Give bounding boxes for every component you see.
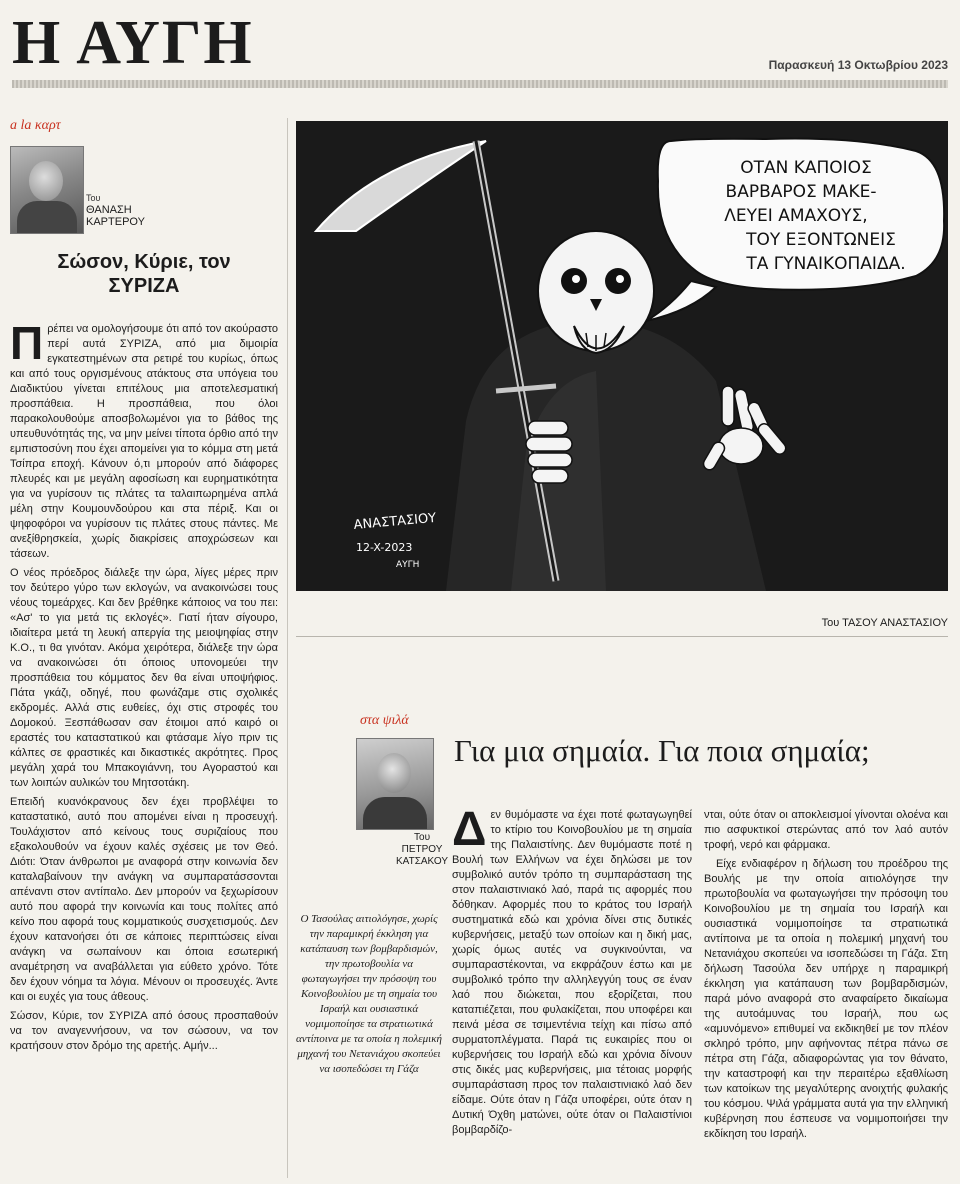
cartoon-signature-date: 12-X-2023: [356, 541, 413, 554]
credit-prefix: Του: [821, 617, 840, 629]
pull-quote: Ο Τασούλας αιτιολόγησε, χωρίς την παραμικρή έκκληση για κατάπαυση των βομβαρδισμών, την πρωτοβουλία να φωταγωγήσει την πρόσοψη του Κοινοβουλίου με τη σημαία του Ισραήλ και ουσιαστικά νομιμοποίησε τα στρατιωτικά αντίποινα με τα οποία η πολεμική μηχανή του Νετανιάχου σκοπεύει να ισοπεδώσει τη Γάζα: [296, 913, 442, 1075]
author-name-2-line2: ΚΑΤΣΑΚΟΥ: [396, 856, 449, 867]
speech-line: ΤΟΥ ΕΞΟΝΤΩΝΕΙΣ: [746, 230, 896, 250]
paragraph: Πρέπει να ομολογήσουμε ότι από τον ακούραστο περί αυτά ΣΥΡΙΖΑ, από μια διμοιρία εγκατεστημένων στα ρετιρέ του κυρίως, όπως και από τους οργισμένους ατάκτους στα υπόγεια του Διαδικτύου γίνεται επιτέλους μια αποτελεσματική προσπάθεια. Η προσπάθεια, που όλοι παρακολουθούμε αποσβολωμένοι για το βάθος της υπευθυνότητάς της, να μην μείνει τίποτα όρθιο από την εμπιστοσύνη που έχει απομείνει για το κόμμα στη μετά Τσίπρα εποχή. Κάνουν ό,τι μπορούν από διάφορες πλευρές και με μεγάλη αφοσίωση και ευρηματικότητα για να γυρίσουν τις πλάτες τα ταλαιπωρημένα απλά μέλη στην Κουμουνδούρου και στα πέριξ. Και οι ψηφοφόροι να γυρίσουν τις πλάτες στους πάντες. Με ανεξίθρησκεία, χωρίς διακρίσεις αποχρώσεων και τάσεων.: [10, 317, 278, 560]
drop-cap-2: Δ: [452, 803, 487, 856]
cartoon-signature: ΑΝΑΣΤΑΣΙΟΥ: [353, 510, 437, 533]
masthead-rule: [12, 80, 948, 88]
speech-line: ΛΕΥΕΙ ΑΜΑΧΟΥΣ,: [724, 206, 868, 226]
byline-prefix: Του: [86, 193, 101, 203]
author-name-2-line1: ΠΕΤΡΟΥ: [401, 844, 443, 855]
byline-prefix-2: Του: [414, 832, 431, 843]
author-photo: [10, 146, 84, 234]
section-tag: a la καρτ: [10, 118, 61, 133]
paragraph: Είχε ενδιαφέρον η δήλωση του προέδρου της Βουλής με την οποία αιτιολόγησε την πρωτοβουλία να φωταγωγήσει την πρόσοψη του Κοινοβουλίου με τη σημαία του Ισραήλ και ουσιαστικά νομιμοποίησε τα στρατιωτικά αντίποινα με τα οποία η πολεμική μηχανή του Νετανιάχου σκοπεύει να ισοπεδώσει τη Γάζα. Στη δήλωση Τασούλα δεν υπήρχε η παραμικρή έκκληση για κατάπαυση των βομβαρδισμών, παρά μόνο αναφορά στο αναφαίρετο δικαίωμα της αυτοάμυνας του Ισραήλ, που ως «αμυνόμενο» επιθυμεί να εκδικηθεί με τον πλέον σκληρό τρόπο, μην αφήνοντας πέτρα πάνω σε πέτρα στη Γάζα, αδιαφορώντας για τον θάνατο, την καταστροφή και την περαιτέρω εξαθλίωση των κατοίκων της μεγαλύτερης ανοιχτής φυλακής του κόσμου. Ψιλά γράμματα αυτά για την ελληνική κυβέρνηση που έσπευσε να νομιμοποιήσει την εκδίκηση του Ισραήλ.: [704, 858, 948, 1140]
article-body: [10, 317, 278, 1058]
speech-line: ΟΤΑΝ ΚΑΠΟΙΟΣ: [740, 158, 872, 178]
cartoon-credit: [296, 617, 948, 629]
left-article: [10, 118, 278, 1178]
paragraph: Επειδή κυανόκρανους δεν έχει προβλέψει το καταστατικό, αυτό που απομένει είναι η προσευχή. Τουλάχιστον από κείνους τους συριζαίους που εξακολουθούν να έχουν καλές σχέσεις με τον Θεό. Διότι: Όταν άνθρωποι με αναφορά στην κοινωνία δεν καταλαβαίνουν την ανάγκη να συμπαρατάσσονται απέναντι στον αντίπαλο. Δεν μπορούν να ξεχωρίσουν αυτό που αφορά την κοινωνία και τους πολίτες από κείνο που αφορά τους κομματικούς συσχετισμούς. Δεν έχουν κατανοήσει ότι σε κάποιες περιπτώσεις είναι ανάγκη να σωπαίνουν και όποια εσωτερική αναμέτρηση να αναβάλλεται για εύθετο χρόνο. Τότε δεν έχουν νόημα τα λόγια. Μένουν οι προσευχές. Άντε και οι ευχές για τους άθεους.: [10, 796, 278, 1003]
masthead: [12, 8, 948, 88]
newspaper-logo: Η ΑΥΓΗ: [12, 9, 254, 77]
article-headline-2: Για μια σημαία. Για ποια σημαία;: [454, 733, 870, 768]
section-rule: [296, 636, 948, 637]
article-column-2: [704, 808, 948, 1146]
issue-date: Παρασκευή 13 Οκτωβρίου 2023: [768, 58, 948, 72]
byline-2: [396, 832, 448, 868]
author-photo-2: [356, 738, 434, 830]
paragraph: Σώσον, Κύριε, τον ΣΥΡΙΖΑ από όσους προσπαθούν να τον αναγεννήσουν, να τον σώσουν, να τον κρατήσουν στον δρόμο της αρετής. Αμήν...: [10, 1010, 278, 1052]
article-column-1: [452, 803, 692, 1142]
byline: [86, 192, 176, 228]
paragraph: Ο νέος πρόεδρος διάλεξε την ώρα, λίγες μέρες πριν τον δεύτερο γύρο των εκλογών, να ανακοινώσει τους νέους τομεάρχες. Και δεν βρέθηκε κάποιος να του πει: «Ασ' το για μετά τις εκλογές». Γιατί ήταν σίγουρο, ιδιαίτερα μετά τη λευκή απεργία της μειοψηφίας στην Κ.Ο., τι θα γινόταν. Ακόμα χειρότερα, διάλεξε την ώρα να ανακοινώσει ότι όποιος υπονομεύει την προσπάθεια του κόμματος δεν θα είναι υποψήφιος. Πάτα γκάζι, οδηγέ, που φωνάζαμε στις σχολικές εκδρομές. Αλλά στις ευθείες, όχι στις στροφές του Δομοκού. Ξεσπάθωσαν σαν έτοιμοι από καιρό οι εραστές του καταστατικού και φτάσαμε λίγο πριν τις κάλπες σε φραστικές και δικαστικές ακρότητες. Προς μεγάλη χαρά του Μπακογιάννη, του Αγοραστού και των λοιπών αυλικών του Μητσοτάκη.: [10, 567, 278, 789]
speech-line: ΤΑ ΓΥΝΑΙΚΟΠΑΙΔΑ.: [746, 254, 906, 274]
credit-name: ΤΑΣΟΥ ΑΝΑΣΤΑΣΙΟΥ: [842, 617, 948, 629]
speech-line: ΒΑΡΒΑΡΟΣ ΜΑΚΕ-: [725, 182, 877, 202]
paragraph: νται, ούτε όταν οι αποκλεισμοί γίνονται ολοένα και πιο ασφυκτικοί στερώντας από τον λαό αυτόν τροφή, νερό και φάρμακα.: [704, 809, 948, 851]
section-tag-2: στα ψιλά: [360, 713, 409, 728]
cartoon-signature-paper: ΑΥΓΗ: [396, 560, 420, 570]
column-divider: [287, 118, 288, 1178]
author-name: ΘΑΝΑΣΗ ΚΑΡΤΕΡΟΥ: [86, 204, 145, 228]
article-headline: Σώσον, Κύριε, τον ΣΥΡΙΖΑ: [57, 251, 231, 297]
drop-cap: Π: [10, 317, 44, 369]
paragraph: Δεν θυμόμαστε να έχει ποτέ φωταγωγηθεί το κτίριο του Κοινοβουλίου με τη σημαία της Παλαιστίνης. Δεν θυμόμαστε ποτέ η Βουλή των Ελλήνων να έχει δηλώσει με τον συμβολικό αυτόν τρόπο τη συμπαράσταση της στον παλαιστινιακό λαό, παρά τις αφορμές που δόθηκαν. Αφορμές που το κράτος του Ισραήλ συστηματικά εδώ και χρόνια δίνει στις δυτικές κυβερνήσεις, μεταξύ των οποίων και η δική μας, χωρίς όμως αυτές να συγκινούνται, να συμπαραστέκονται, να εκφράζουν έστω και με συμβολικό τρόπο την αλληλεγγύη τους σε έναν λαό που διώκεται, που εξορίζεται, που καταπιέζεται, που φυλακίζεται, που υποφέρει και πεινά μέσα σε τσιμεντένια τείχη και πίσω από συρματοπλέγματα. Παρά τις ευκαιρίες που οι κυβερνήσεις του Ισραήλ εδώ και χρόνια δίνουν στις δικές μας κυβερνήσεις, μια τέτοιας μορφής συμπαράσταση προς τον παλαιστινιακό λαό δεν είδαμε. Ούτε όταν η Γάζα υποφέρει, ούτε όταν η Δυτική Όχθη ματώνει, ούτε όταν οι Παλαιστίνιοι βομβαρδίζο-: [452, 803, 692, 1136]
cartoon: [296, 121, 948, 591]
